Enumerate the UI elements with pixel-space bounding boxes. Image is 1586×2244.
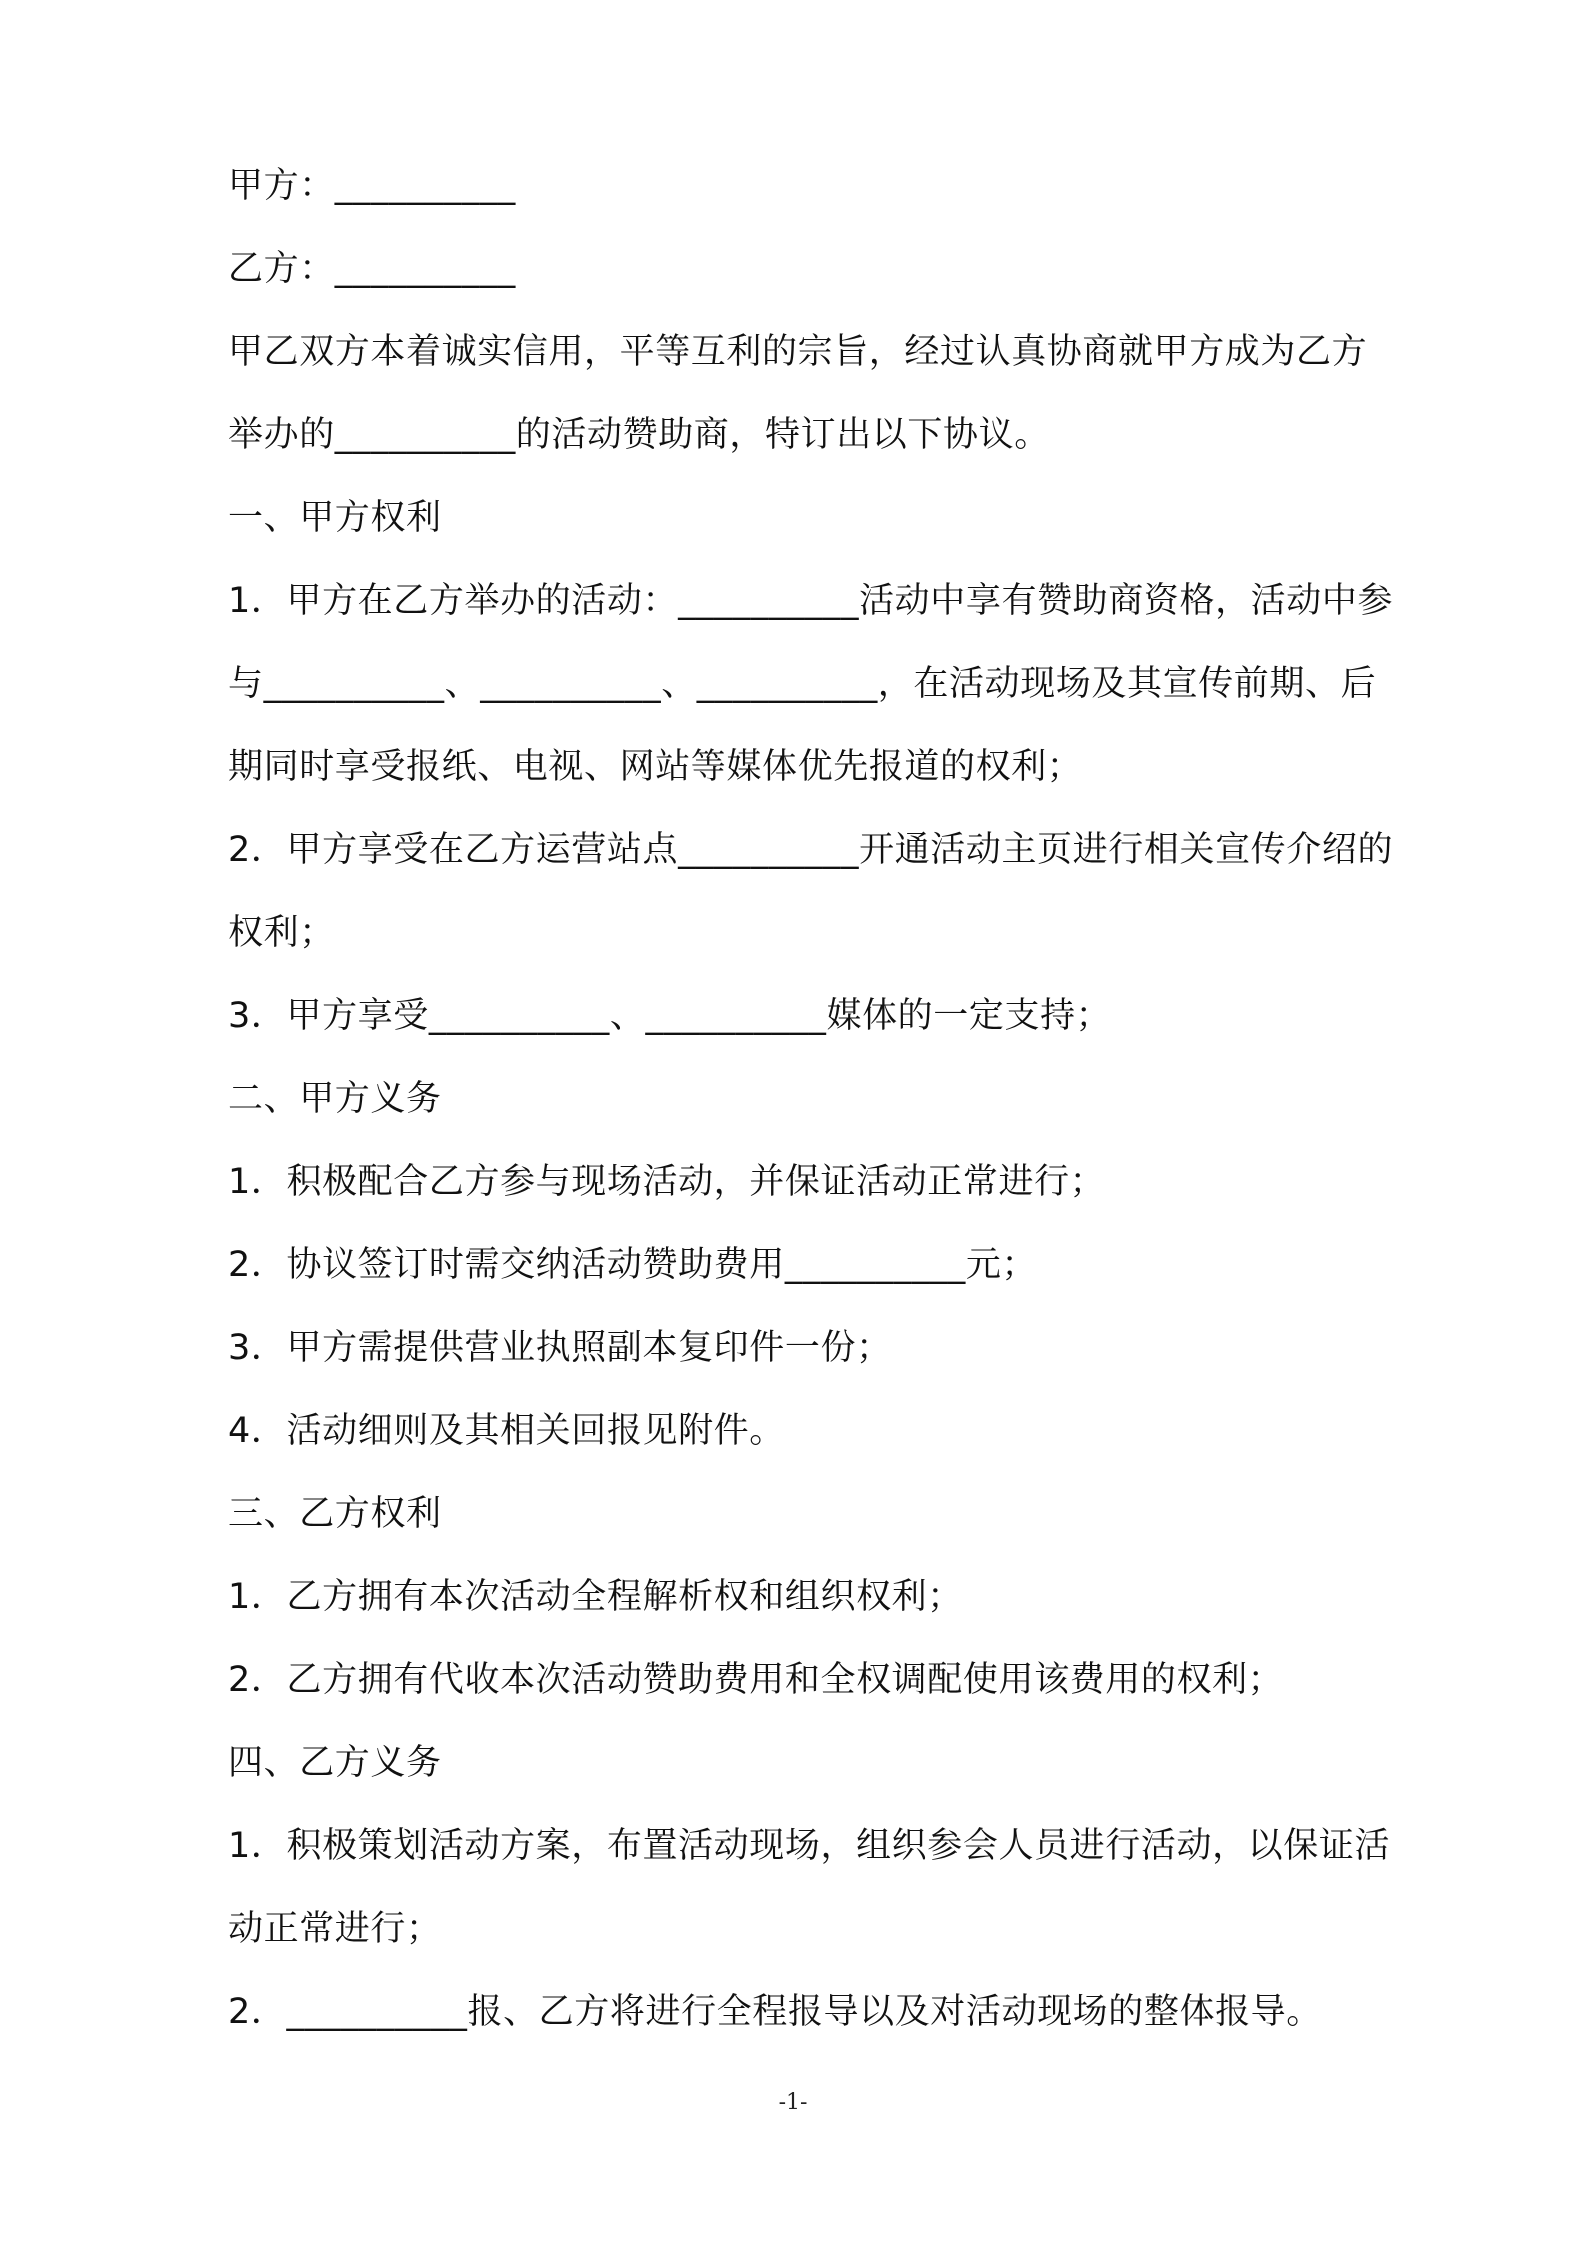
clause-a-rights-1-line-3: 期同时享受报纸、电视、网站等媒体优先报道的权利； xyxy=(228,747,1083,787)
preamble-line-2: 举办的__________的活动赞助商，特订出以下协议。 xyxy=(228,415,1050,455)
clause-b-rights-1: 1．乙方拥有本次活动全程解析权和组织权利； xyxy=(228,1577,963,1617)
section-heading-party-a-obligations: 二、甲方义务 xyxy=(228,1079,442,1119)
clause-a-obligations-4: 4．活动细则及其相关回报见附件。 xyxy=(228,1411,785,1451)
clause-b-obligations-2: 2．__________报、乙方将进行全程报导以及对活动现场的整体报导。 xyxy=(228,1992,1322,2032)
clause-a-rights-2-line-1: 2．甲方享受在乙方运营站点__________开通活动主页进行相关宣传介绍的 xyxy=(228,830,1394,870)
clause-b-obligations-1-line-1: 1．积极策划活动方案，布置活动现场，组织参会人员进行活动，以保证活 xyxy=(228,1826,1391,1866)
clause-a-rights-1-line-2: 与__________、__________、__________，在活动现场及其宣传前期、后 xyxy=(228,664,1377,704)
clause-a-rights-1-line-1: 1．甲方在乙方举办的活动：__________活动中享有赞助商资格，活动中参 xyxy=(228,581,1394,621)
section-heading-party-a-rights: 一、甲方权利 xyxy=(228,498,442,538)
party-b-line: 乙方：__________ xyxy=(228,249,516,289)
preamble-line-1: 甲乙双方本着诚实信用，平等互利的宗旨，经过认真协商就甲方成为乙方 xyxy=(228,332,1368,372)
clause-a-obligations-3: 3．甲方需提供营业执照副本复印件一份； xyxy=(228,1328,892,1368)
clause-a-obligations-1: 1．积极配合乙方参与现场活动，并保证活动正常进行； xyxy=(228,1162,1106,1202)
section-heading-party-b-rights: 三、乙方权利 xyxy=(228,1494,442,1534)
clause-a-obligations-2: 2．协议签订时需交纳活动赞助费用__________元； xyxy=(228,1245,1038,1285)
clause-b-obligations-1-line-2: 动正常进行； xyxy=(228,1909,442,1949)
clause-a-rights-3: 3．甲方享受__________、__________媒体的一定支持； xyxy=(228,996,1112,1036)
party-a-line: 甲方：__________ xyxy=(228,166,516,206)
section-heading-party-b-obligations: 四、乙方义务 xyxy=(228,1743,442,1783)
page-number: -1- xyxy=(778,2090,808,2115)
clause-b-rights-2: 2．乙方拥有代收本次活动赞助费用和全权调配使用该费用的权利； xyxy=(228,1660,1284,1700)
clause-a-rights-2-line-2: 权利； xyxy=(228,913,335,953)
